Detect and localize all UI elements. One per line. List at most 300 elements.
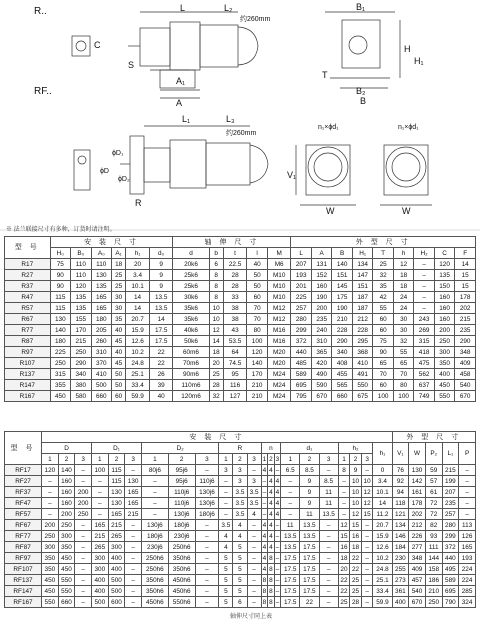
- table-cell: 40k6: [173, 325, 209, 336]
- t2-group-header: h₁: [373, 443, 392, 465]
- table-cell: 4: [262, 554, 267, 562]
- table-cell: 350h6: [141, 586, 168, 597]
- table-cell: 250: [75, 509, 92, 520]
- t2-model-header: 型 号: [5, 432, 42, 465]
- table-cell: 9: [300, 476, 319, 487]
- table-cell: 350h6: [168, 564, 195, 575]
- table-cell: 5: [233, 586, 247, 597]
- table-row: [5, 509, 476, 520]
- table-cell: –: [319, 597, 338, 608]
- table-cell: –: [281, 498, 300, 509]
- table-cell: 131: [311, 259, 331, 270]
- table-row: [5, 575, 476, 586]
- table-cell: –: [42, 476, 59, 487]
- table-cell: 130j6: [195, 498, 219, 509]
- table-cell: 695: [442, 586, 459, 597]
- model-cell: RF137: [5, 575, 42, 586]
- table-row: [5, 347, 476, 358]
- t2-sub-header: 3: [125, 454, 142, 465]
- table-cell: 22: [149, 358, 173, 369]
- table-cell: 400: [92, 586, 109, 597]
- table-cell: 120: [434, 259, 454, 270]
- table-cell: –: [361, 586, 373, 597]
- table-cell: 35: [112, 314, 126, 325]
- table-cell: 8: [209, 281, 223, 292]
- model-cell: R137: [5, 369, 51, 380]
- table-cell: 9: [149, 259, 173, 270]
- table-cell: 15: [361, 509, 373, 520]
- table-cell: –: [195, 564, 219, 575]
- table-cell: 9: [300, 498, 319, 509]
- table-cell: 660: [91, 391, 111, 402]
- table-cell: –: [42, 509, 59, 520]
- table-cell: 65: [373, 358, 393, 369]
- t2-group-header: D: [42, 443, 92, 454]
- table-cell: –: [338, 476, 350, 487]
- table-cell: 33.4: [373, 586, 392, 597]
- table-cell: –: [92, 476, 109, 487]
- table-cell: –: [319, 520, 338, 531]
- table-cell: 140: [50, 325, 70, 336]
- table-cell: 70: [393, 369, 413, 380]
- table-cell: 17.5: [149, 325, 173, 336]
- t2-sub-header: 1: [281, 454, 300, 465]
- table-cell: 90: [50, 281, 70, 292]
- table-cell: 5: [219, 564, 233, 575]
- table-cell: 10: [350, 498, 362, 509]
- t2-sub-header: 3: [195, 454, 219, 465]
- table-cell: 126: [459, 531, 476, 542]
- dim-approx-260: 约260mm: [240, 16, 271, 23]
- table-cell: 315: [50, 369, 70, 380]
- table-cell: 12: [209, 325, 223, 336]
- table-cell: –: [319, 586, 338, 597]
- table-cell: 28: [223, 270, 247, 281]
- table-cell: 100: [247, 336, 267, 347]
- dim-h: H: [404, 44, 411, 54]
- t2-sub-header: 3: [319, 454, 338, 465]
- table-cell: 18: [393, 281, 413, 292]
- table-cell: 749: [414, 391, 434, 402]
- table-cell: 113: [459, 520, 476, 531]
- table-cell: 500: [91, 380, 111, 391]
- table-cell: 180j6: [168, 520, 195, 531]
- table-cell: –: [75, 597, 92, 608]
- t2-group-outline: 外 型 尺 寸: [392, 432, 475, 443]
- table-cell: 110: [71, 270, 91, 281]
- table-cell: 115: [108, 476, 125, 487]
- table-cell: –: [275, 587, 280, 595]
- table-cell: 240: [311, 325, 331, 336]
- table-cell: –: [92, 509, 109, 520]
- dim-a: A: [176, 98, 183, 108]
- table-cell: 152: [311, 270, 331, 281]
- table-cell: 210: [247, 380, 267, 391]
- table-cell: –: [125, 597, 142, 608]
- table-cell: 14: [126, 303, 150, 314]
- table-cell: 130j6: [141, 520, 168, 531]
- t1-col-header: C: [434, 248, 454, 259]
- table-cell: 350h6: [168, 553, 195, 564]
- table-cell: –: [338, 509, 350, 520]
- table-cell: 95j6: [168, 465, 195, 476]
- table-cell: 4: [247, 509, 261, 520]
- table-cell: 18: [338, 553, 350, 564]
- table-cell: 20.7: [373, 520, 392, 531]
- table-cell: 178: [409, 498, 426, 509]
- table-cell: –: [281, 487, 300, 498]
- table-cell: 25: [209, 369, 223, 380]
- table-cell: –: [361, 564, 373, 575]
- table-cell: 110: [71, 259, 91, 270]
- t2-sub-header: 2: [300, 454, 319, 465]
- t1-col-header: B: [332, 248, 352, 259]
- t2-group-row: [5, 443, 476, 454]
- table-cell: 13.5: [149, 292, 173, 303]
- table-cell: 340: [332, 347, 352, 358]
- table-cell: 184: [392, 542, 409, 553]
- table-cell: 290: [332, 336, 352, 347]
- table-cell: 57: [425, 476, 442, 487]
- table-cell: 8: [269, 565, 273, 573]
- table-cell: 30: [393, 325, 413, 336]
- t2-sub-header: 1: [219, 454, 233, 465]
- table-cell: 400: [108, 553, 125, 564]
- model-cell: RF77: [5, 531, 42, 542]
- table-cell: 25: [112, 281, 126, 292]
- table-cell: 22.5: [223, 259, 247, 270]
- t1-group-outline: 外 型 尺 寸: [291, 237, 476, 248]
- table-cell: 95j6: [168, 476, 195, 487]
- table-cell: –: [338, 498, 350, 509]
- table-cell: –: [247, 520, 261, 531]
- table-cell: 6: [209, 259, 223, 270]
- rf-flange: [130, 136, 144, 194]
- table-cell: 43: [223, 325, 247, 336]
- table-cell: 200: [58, 509, 75, 520]
- table-row: [5, 597, 476, 608]
- table-cell: 14: [149, 314, 173, 325]
- table-cell: 215: [92, 531, 109, 542]
- table-cell: –: [219, 487, 233, 498]
- table-cell: M24: [267, 380, 291, 391]
- model-cell: R27: [5, 270, 51, 281]
- model-cell: R17: [5, 259, 51, 270]
- dim-h1: H₁: [414, 56, 424, 66]
- table-cell: 130j6: [168, 509, 195, 520]
- table-cell: –: [275, 576, 280, 584]
- model-cell: RF27: [5, 476, 42, 487]
- table-cell: 165: [92, 520, 109, 531]
- table-cell: 4: [269, 532, 273, 540]
- t1-group-install: 安 装 尺 寸: [50, 237, 173, 248]
- table-cell: 4: [275, 510, 280, 518]
- table-cell: 207: [442, 487, 459, 498]
- table-cell: –: [141, 487, 168, 498]
- table-cell: 14: [373, 498, 392, 509]
- table-cell: 135: [71, 303, 91, 314]
- table-row: [5, 553, 476, 564]
- table-cell: 60: [247, 292, 267, 303]
- table-cell: 450h6: [168, 575, 195, 586]
- table-cell: –: [195, 531, 219, 542]
- table-cell: 100: [393, 391, 413, 402]
- table-cell: –: [141, 476, 168, 487]
- table-cell: 95: [223, 369, 247, 380]
- table-cell: –: [459, 487, 476, 498]
- model-cell: R77: [5, 325, 51, 336]
- r-motor-body: [200, 25, 238, 67]
- model-cell: RF57: [5, 509, 42, 520]
- table-cell: 350: [434, 358, 454, 369]
- table-cell: –: [319, 542, 338, 553]
- t1-col-header: H₀: [50, 248, 70, 259]
- table-cell: 25: [350, 586, 362, 597]
- table-cell: –: [219, 476, 233, 487]
- table-cell: 140: [332, 259, 352, 270]
- table-cell: 186: [425, 575, 442, 586]
- table-cell: 540: [455, 380, 476, 391]
- t2-group-header: R: [219, 443, 261, 454]
- table-cell: 280: [291, 314, 311, 325]
- t1-col-header: H₁: [352, 248, 372, 259]
- table-cell: 350: [58, 542, 75, 553]
- table-cell: 35k6: [173, 314, 209, 325]
- table-cell: 500: [108, 586, 125, 597]
- table-cell: 53.5: [223, 336, 247, 347]
- table-cell: 3.5: [247, 498, 261, 509]
- table-cell: –: [92, 487, 109, 498]
- table-cell: 20: [209, 358, 223, 369]
- table-cell: –: [275, 466, 280, 474]
- dim-l2: L₂: [224, 3, 233, 13]
- table-cell: 193: [291, 270, 311, 281]
- table-cell: –: [361, 465, 373, 476]
- table-cell: 40: [149, 391, 173, 402]
- table-cell: 273: [392, 575, 409, 586]
- table-cell: 135: [71, 292, 91, 303]
- table-cell: 350: [42, 564, 59, 575]
- table-cell: 50k6: [173, 336, 209, 347]
- t1-col-header: b: [209, 248, 223, 259]
- table-cell: 25k6: [173, 270, 209, 281]
- table-cell: 4: [219, 542, 233, 553]
- table-cell: –: [125, 564, 142, 575]
- table-cell: 25: [350, 575, 362, 586]
- table-cell: 4: [262, 532, 267, 540]
- table-row: [5, 314, 476, 325]
- table-cell: 15: [455, 281, 476, 292]
- table-cell: –: [247, 465, 261, 476]
- table-cell: 299: [442, 531, 459, 542]
- table-cell: 8: [269, 576, 273, 584]
- table-cell: 13.5: [281, 531, 300, 542]
- table-cell: –: [361, 531, 373, 542]
- table-cell: 20: [338, 564, 350, 575]
- table-cell: –: [338, 487, 350, 498]
- table-cell: 300: [92, 564, 109, 575]
- table-cell: 74.5: [223, 358, 247, 369]
- table-cell: –: [262, 477, 267, 485]
- table-cell: M12: [267, 314, 291, 325]
- table-cell: 33.4: [126, 380, 150, 391]
- t1-col-header: B₀: [71, 248, 91, 259]
- table-cell: 250h6: [168, 542, 195, 553]
- table-cell: 17.5: [300, 553, 319, 564]
- table-cell: 200: [75, 487, 92, 498]
- table-cell: 60: [112, 391, 126, 402]
- model-cell: R67: [5, 314, 51, 325]
- dim-a1: A₁: [176, 76, 186, 86]
- table-cell: 200: [75, 498, 92, 509]
- table-cell: 20k6: [173, 259, 209, 270]
- table-cell: M20: [267, 347, 291, 358]
- table-cell: 660: [58, 597, 75, 608]
- table-cell: 120: [71, 281, 91, 292]
- table-cell: –: [75, 531, 92, 542]
- table-cell: 25: [112, 270, 126, 281]
- table-cell: 14: [455, 259, 476, 270]
- table-cell: 158: [425, 564, 442, 575]
- table-cell: 160: [311, 281, 331, 292]
- t1-col-header: d: [173, 248, 209, 259]
- table-cell: 3: [219, 465, 233, 476]
- table-cell: 120: [247, 347, 267, 358]
- table-cell: 590: [311, 380, 331, 391]
- table-cell: 94: [392, 487, 409, 498]
- table-row: [5, 564, 476, 575]
- table-cell: 8: [338, 465, 350, 476]
- r-shaft-key-view: [72, 36, 90, 56]
- table-cell: –: [275, 598, 280, 606]
- dim-l3: L₃: [226, 114, 235, 124]
- table-cell: 225: [291, 292, 311, 303]
- t1-col-header: h₁: [126, 248, 150, 259]
- table-cell: 9: [350, 465, 362, 476]
- table-cell: 212: [409, 520, 426, 531]
- table-cell: 32: [393, 336, 413, 347]
- table-cell: 151: [332, 270, 352, 281]
- table-cell: 35k6: [173, 303, 209, 314]
- table-cell: 135: [434, 270, 454, 281]
- dim-phi-d: ϕD: [100, 168, 109, 175]
- table-cell: 110j6: [168, 487, 195, 498]
- model-cell: RF167: [5, 597, 42, 608]
- table-cell: 13.5: [149, 303, 173, 314]
- table-cell: 300: [42, 542, 59, 553]
- table-cell: 32: [209, 391, 223, 402]
- t2-outline-header: L₁: [442, 443, 459, 465]
- table-cell: 59: [425, 465, 442, 476]
- table-cell: –: [247, 564, 261, 575]
- table-cell: 500: [108, 575, 125, 586]
- table-cell: 30: [112, 292, 126, 303]
- table-cell: 180j6: [195, 509, 219, 520]
- table-cell: –: [459, 509, 476, 520]
- model-cell: R107: [5, 358, 51, 369]
- table-cell: 61: [425, 487, 442, 498]
- table-cell: 675: [352, 391, 372, 402]
- table-cell: 50: [247, 270, 267, 281]
- table-cell: –: [247, 531, 261, 542]
- table-row: [5, 270, 476, 281]
- table-cell: –: [125, 542, 142, 553]
- table-cell: 17.5: [281, 553, 300, 564]
- table-cell: 134: [392, 520, 409, 531]
- table-cell: 540: [409, 586, 426, 597]
- table-row: [5, 586, 476, 597]
- table-cell: 3.5: [247, 487, 261, 498]
- table-cell: 550: [58, 586, 75, 597]
- table-cell: 35: [373, 281, 393, 292]
- t2-sub-header: 2: [58, 454, 75, 465]
- table-cell: 4: [269, 477, 273, 485]
- table-cell: 59.9: [373, 597, 392, 608]
- table-cell: 33: [223, 292, 247, 303]
- table-cell: 130: [125, 476, 142, 487]
- table-cell: 550: [434, 391, 454, 402]
- table-cell: 4: [275, 488, 280, 496]
- table-cell: –: [42, 487, 59, 498]
- table-cell: M10: [267, 281, 291, 292]
- table-cell: –: [125, 586, 142, 597]
- t1-col-header: A₀: [91, 248, 111, 259]
- table-row: [5, 498, 476, 509]
- table-cell: 210: [425, 586, 442, 597]
- table-cell: –: [125, 465, 142, 476]
- table-cell: 250h6: [141, 553, 168, 564]
- table-cell: 418: [414, 347, 434, 358]
- table-cell: 134: [352, 259, 372, 270]
- table-cell: 10: [361, 476, 373, 487]
- table-cell: 17.5: [281, 586, 300, 597]
- table-cell: 15: [350, 520, 362, 531]
- model-cell: RF67: [5, 520, 42, 531]
- table-cell: 145: [332, 281, 352, 292]
- table-cell: 15: [338, 531, 350, 542]
- table-cell: 9: [300, 487, 319, 498]
- table-cell: 13.5: [300, 531, 319, 542]
- table-cell: M16: [267, 336, 291, 347]
- table-cell: 115: [108, 465, 125, 476]
- table-cell: 165: [125, 498, 142, 509]
- table-cell: 4: [269, 543, 273, 551]
- table-cell: 17.5: [149, 336, 173, 347]
- table-cell: 12: [393, 259, 413, 270]
- table-cell: 22: [149, 347, 173, 358]
- table-cell: 9: [149, 281, 173, 292]
- table-cell: 25: [338, 597, 350, 608]
- table-cell: 80: [247, 325, 267, 336]
- table-cell: M24: [267, 391, 291, 402]
- t2-sub-header: 1: [141, 454, 168, 465]
- table-cell: 224: [459, 575, 476, 586]
- table-cell: 372: [291, 336, 311, 347]
- model-cell: RF37: [5, 487, 42, 498]
- dim-r: R: [135, 198, 142, 208]
- table-cell: 30: [393, 314, 413, 325]
- table-cell: 8: [262, 576, 267, 584]
- table-cell: 200: [311, 303, 331, 314]
- table-cell: –: [75, 465, 92, 476]
- table-cell: 265: [92, 542, 109, 553]
- t1-col-header: L: [291, 248, 311, 259]
- table-cell: –: [361, 542, 373, 553]
- table-cell: –: [414, 281, 434, 292]
- table-cell: 14: [126, 292, 150, 303]
- table-cell: 60m6: [173, 347, 209, 358]
- table-cell: 10.2: [126, 347, 150, 358]
